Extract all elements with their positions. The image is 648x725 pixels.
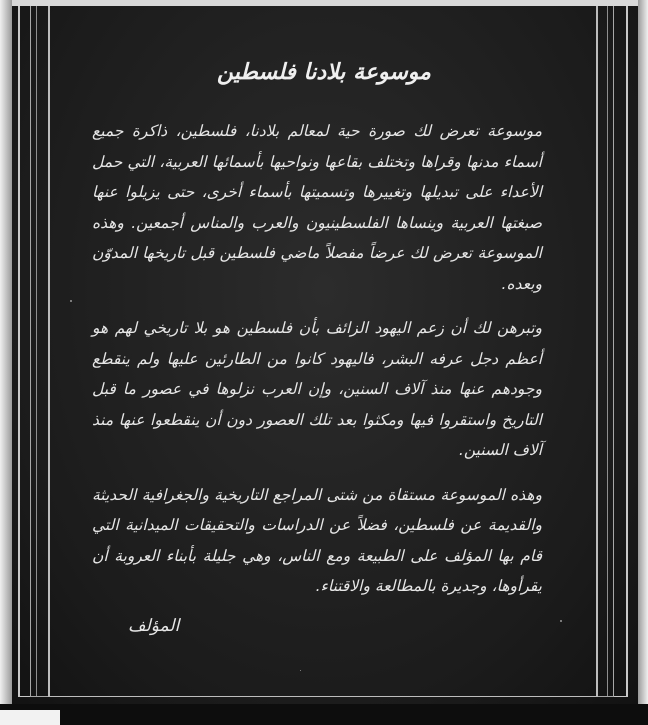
scan-left-edge [0,0,12,704]
paragraph-sources: وهذه الموسوعة مستقاة من شتى المراجع التاريخية والجغرافية الحديثة والقديمة عن فلسطين، فضلاً عن الدراسات والتحقيقات الميدانية التي قام بها المؤلف على الطبيعة ومع الناس، وهي جليلة بأبناء العروبة أن يقرأوها، وجديرة بالمطالعة والاقتناء. [92,485,542,595]
author-signature: المؤلف [128,616,180,636]
paragraph-intro: موسوعة تعرض لك صورة حية لمعالم بلادنا، فلسطين، ذاكرة جميع أسماء مدنها وقراها وتختلف بقاعها ونواحيها بأسمائها العربية، التي حمل الأعداء على تبديلها وتغييرها وتسميتها بأسماء أخرى، حتى يزيلوا عنها صبغتها العربية وينساها الفلسطينيون والعرب والمناس أجمعين. وهذه الموسوعة تعرض لك عرضاً مفصلاً ماضي فلسطين قبل تاريخها المدوّن وبعده. [92,122,542,293]
scan-bottom-edge [0,704,648,725]
scan-speck [70,300,72,302]
scan-bottom-notch [0,710,60,725]
scan-speck [300,670,301,671]
scan-speck [560,620,562,622]
cover-title: موسوعة بلادنا فلسطين [217,60,431,85]
paragraph-history: وتبرهن لك أن زعم اليهود الزائف بأن فلسطين هو بلا تاريخي لهم هو أعظم دجل عرفه البشر، فاليهود كانوا من الطارئين عليها ولم ينقطع وجودهم عنها منذ آلاف السنين، وإن العرب نزلوها في عصور ما قبل التاريخ واستقروا فيها ومكثوا بعد تلك العصور دون أن ينقطعوا عنها منذ آلاف السنين. [92,319,542,459]
cover-text [92,116,542,616]
scan-right-edge [638,0,648,704]
